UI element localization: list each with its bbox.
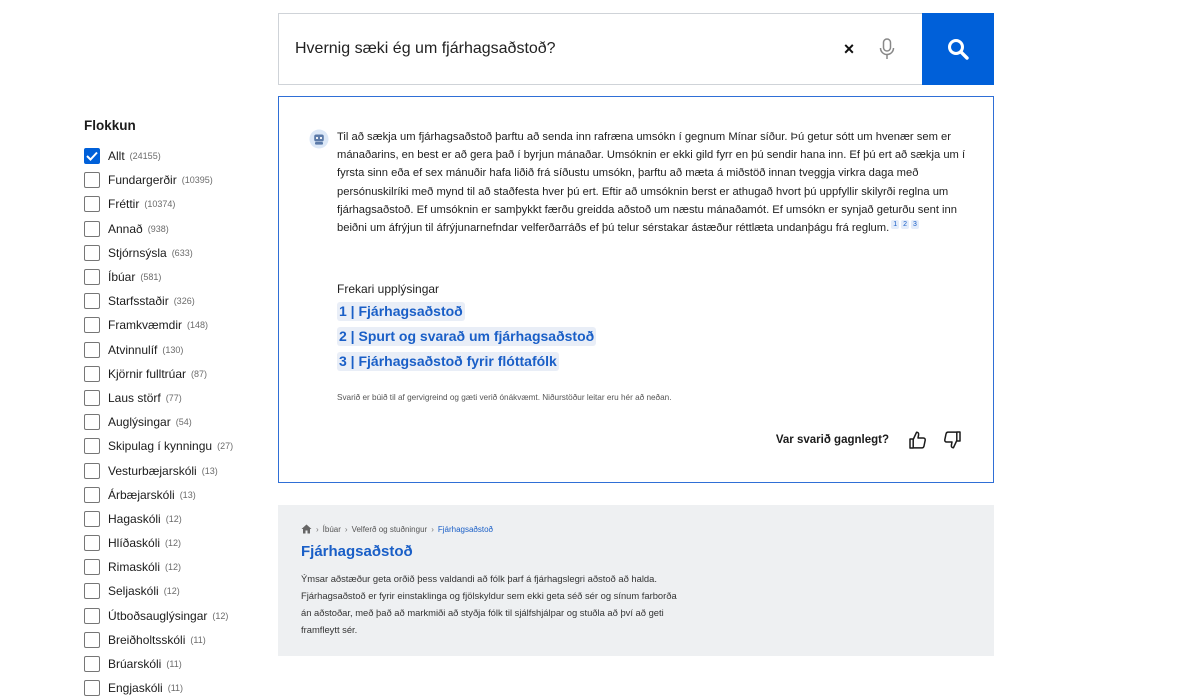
filter-item[interactable] [84, 362, 264, 386]
filter-label: Auglýsingar [108, 415, 171, 430]
ai-assistant-icon [309, 129, 329, 149]
search-button[interactable] [922, 13, 994, 85]
filter-label: Atvinnulíf [108, 342, 158, 357]
source-link[interactable]: 2 | Spurt og svarað um fjárhagsaðstoð [339, 328, 595, 344]
filter-count: (12) [165, 562, 182, 573]
thumbs-down-icon [942, 430, 962, 450]
feedback-label: Var svarið gagnlegt? [775, 434, 889, 446]
filter-count: (87) [191, 368, 208, 379]
filter-label: Fréttir [108, 197, 140, 212]
filter-checkbox[interactable] [84, 317, 100, 333]
filter-label: Seljaskóli [108, 584, 159, 599]
filter-count: (10395) [181, 175, 213, 186]
source-link[interactable]: 1 | Fjárhagsaðstoð [339, 303, 463, 319]
breadcrumb-item[interactable]: Velferð og stuðningur [351, 524, 428, 534]
home-icon[interactable] [301, 524, 312, 534]
filter-label: Annað [108, 221, 143, 236]
citation-list [889, 222, 919, 234]
filter-count: (581) [140, 272, 162, 283]
filter-count: (11) [190, 634, 206, 645]
filter-label: Vesturbæjarskóli [108, 463, 197, 478]
breadcrumb-item[interactable]: Fjárhagsaðstoð [437, 524, 494, 534]
filter-item[interactable] [84, 652, 264, 676]
filter-checkbox[interactable] [84, 559, 100, 575]
filter-label: Skipulag í kynningu [108, 439, 213, 454]
filter-item[interactable] [84, 531, 264, 555]
source-links [337, 297, 937, 372]
filter-checkbox[interactable] [84, 196, 100, 212]
filter-item[interactable] [84, 192, 264, 216]
filter-count: (11) [166, 659, 182, 670]
filter-count: (10374) [144, 199, 176, 210]
filter-checkbox[interactable] [84, 148, 100, 164]
breadcrumb-item[interactable]: Íbúar [322, 524, 341, 534]
filter-item[interactable] [84, 386, 264, 410]
filter-checkbox[interactable] [84, 342, 100, 358]
filter-item[interactable] [84, 628, 264, 652]
chevron-right-icon: › [316, 524, 319, 534]
filter-item[interactable] [84, 604, 264, 628]
filter-checkbox[interactable] [84, 245, 100, 261]
filter-count: (54) [175, 417, 192, 428]
filter-label: Íbúar [108, 270, 136, 285]
filter-count: (11) [167, 683, 184, 694]
filter-item[interactable] [84, 507, 264, 531]
citation-marker[interactable]: 2 [903, 221, 908, 229]
filter-list [84, 144, 264, 700]
answer-feedback [776, 429, 963, 451]
ai-answer-panel [278, 96, 994, 483]
filter-checkbox[interactable] [84, 463, 100, 479]
filter-checkbox[interactable] [84, 487, 100, 503]
filter-label: Hlíðaskóli [108, 536, 161, 551]
filter-count: (12) [163, 586, 180, 597]
filter-item[interactable] [84, 289, 264, 313]
more-info-section [337, 281, 937, 372]
filter-item[interactable] [84, 676, 264, 700]
thumbs-up-button[interactable] [907, 429, 929, 451]
filter-count: (633) [171, 247, 193, 258]
filter-item[interactable] [84, 265, 264, 289]
filter-item[interactable] [84, 410, 264, 434]
category-filter-sidebar [84, 116, 264, 700]
filter-item[interactable] [84, 338, 264, 362]
search-input[interactable] [279, 14, 834, 84]
filter-checkbox[interactable] [84, 656, 100, 672]
search-bar [278, 13, 994, 85]
filter-checkbox[interactable] [84, 172, 100, 188]
checkmark-icon [86, 151, 98, 161]
citation-marker[interactable]: 1 [893, 221, 898, 229]
answer-paragraph: Til að sækja um fjárhagsaðstoð þarftu að senda inn rafræna umsókn í gegnum Mínar síður. Þú getur sótt um hvenær sem er mánaðarins, en best er að gera það í byrjun mánaðar. Umsóknin er ekki gild fyrr en þú sendir hana inn. Ef þú ert að sækja um í fyrsta sinn eða ef sex mánuðir hafa liðið frá síðustu umsókn, þarftu að mæta á miðstöð innan tveggja virkra daga með persónuskilríki með mynd til að staðfesta hver þú ert. Eftir að umsóknin berst er athugað hvort þú uppfyllir skilyrði reglna um fjárhagsaðstoð. Ef umsóknin er samþykkt færðu greidda aðstoð um næstu mánaðamót. Ef umsókn er synjað geturðu sent inn beiðni um áfrýjun til áfrýjunarnefndar velferðarráðs ef þú telur sérstakar ástæður réttlæta undanþágu frá reglum. [337, 131, 966, 235]
filter-checkbox[interactable] [84, 390, 100, 406]
filter-item[interactable] [84, 483, 264, 507]
filter-label: Brúarskóli [108, 657, 162, 672]
microphone-icon [879, 38, 895, 60]
filter-count: (27) [217, 441, 234, 452]
filter-label: Fundargerðir [108, 173, 177, 188]
filter-checkbox[interactable] [84, 583, 100, 599]
filter-checkbox[interactable] [84, 293, 100, 309]
thumbs-up-icon [908, 430, 928, 450]
filter-item[interactable] [84, 241, 264, 265]
filter-label: Kjörnir fulltrúar [108, 366, 187, 381]
filter-count: (24155) [129, 151, 161, 162]
search-icon [947, 38, 969, 60]
breadcrumb [301, 524, 493, 534]
filter-item[interactable] [84, 168, 264, 192]
filter-checkbox[interactable] [84, 632, 100, 648]
filter-label: Framkvæmdir [108, 318, 182, 333]
sidebar-title: Flokkun [84, 118, 136, 133]
filter-label: Árbæjarskóli [108, 487, 175, 502]
filter-checkbox[interactable] [84, 366, 100, 382]
close-icon: × [843, 38, 855, 59]
filter-count: (13) [201, 465, 218, 476]
filter-count: (77) [165, 392, 182, 403]
filter-label: Hagaskóli [108, 511, 161, 526]
filter-item[interactable] [84, 458, 264, 482]
filter-count: (148) [187, 320, 209, 331]
filter-checkbox[interactable] [84, 608, 100, 624]
ai-disclaimer: Svarið er búið til af gervigreind og gæti verið ónákvæmt. Niðurstöður leitar eru hér að neðan. [337, 393, 672, 402]
ai-answer-text [337, 128, 967, 237]
result-description: Ýmsar aðstæður geta orðið þess valdandi að fólk þarf á fjárhagslegri aðstoð að halda. Fjárhagsaðstoð er fyrir einstaklinga og fjölskyldur sem ekki geta séð sér og sínum farborða án aðstoðar, með það að markmiði að styðja fólk til sjálfshjálpar og stuðla að því að geti framfleytt sér. [301, 573, 677, 635]
filter-checkbox[interactable] [84, 221, 100, 237]
result-title-link[interactable]: Fjárhagsaðstoð [301, 543, 413, 560]
filter-item[interactable] [84, 555, 264, 579]
filter-item[interactable] [84, 313, 264, 337]
chevron-right-icon: › [431, 524, 434, 534]
breadcrumb-items [312, 525, 493, 534]
chevron-right-icon: › [344, 524, 348, 534]
filter-item[interactable] [84, 579, 264, 603]
filter-checkbox[interactable] [84, 535, 100, 551]
filter-item[interactable] [84, 217, 264, 241]
filter-checkbox[interactable] [84, 511, 100, 527]
filter-count: (13) [179, 489, 196, 500]
filter-item[interactable] [84, 434, 264, 458]
filter-count: (326) [173, 296, 195, 307]
filter-item[interactable] [84, 144, 264, 168]
search-result-card [278, 505, 994, 656]
thumbs-down-button[interactable] [941, 429, 963, 451]
filter-label: Allt [108, 149, 125, 164]
filter-checkbox[interactable] [84, 269, 100, 285]
filter-label: Engjaskóli [108, 681, 163, 696]
filter-checkbox[interactable] [84, 414, 100, 430]
filter-label: Útboðsauglýsingar [108, 608, 208, 623]
filter-label: Breiðholtsskóli [108, 632, 186, 647]
filter-count: (12) [165, 513, 182, 524]
source-link[interactable]: 3 | Fjárhagsaðstoð fyrir flóttafólk [339, 353, 557, 369]
filter-count: (12) [165, 538, 182, 549]
filter-count: (938) [147, 223, 169, 234]
more-info-title: Frekari upplýsingar [337, 282, 440, 296]
citation-marker[interactable]: 3 [913, 221, 917, 229]
filter-checkbox[interactable] [84, 680, 100, 696]
filter-count: (130) [162, 344, 184, 355]
filter-label: Stjórnsýsla [108, 245, 167, 260]
clear-search-button[interactable] [834, 34, 864, 64]
filter-label: Laus störf [108, 390, 161, 405]
filter-checkbox[interactable] [84, 438, 100, 454]
filter-label: Rimaskóli [108, 560, 161, 575]
voice-search-button[interactable] [872, 34, 902, 64]
filter-label: Starfsstaðir [108, 294, 169, 309]
filter-count: (12) [212, 610, 229, 621]
